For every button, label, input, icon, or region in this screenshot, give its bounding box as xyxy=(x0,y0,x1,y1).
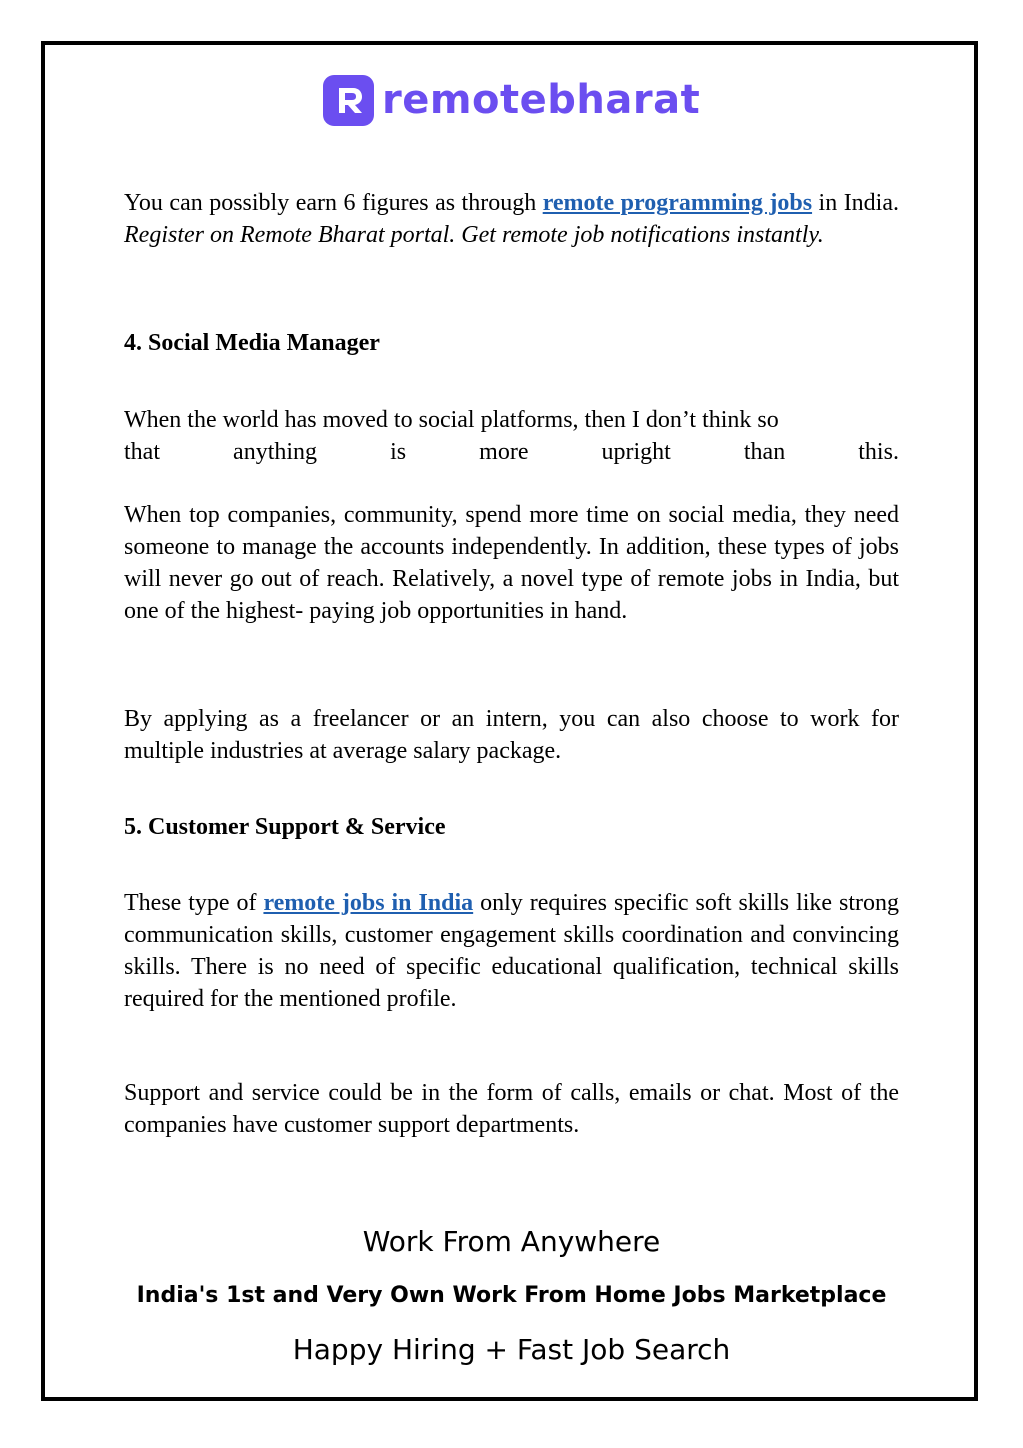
section-4 xyxy=(124,327,899,359)
intro-text-mid: in India. xyxy=(812,190,900,216)
word: anything xyxy=(233,439,318,465)
footer-tagline: Work From Anywhere xyxy=(362,1225,661,1258)
section-4-paragraph-3 xyxy=(124,703,899,767)
brand-logo[interactable] xyxy=(323,74,700,126)
section-4-paragraph-2 xyxy=(124,499,899,627)
word: upright xyxy=(601,439,671,465)
remote-jobs-in-india-link[interactable]: remote jobs in India xyxy=(263,890,474,916)
word: than xyxy=(743,439,786,465)
brand-name: remotebharat xyxy=(382,77,701,123)
section-5-p2: Support and service could be in the form of calls, emails or chat. Most of the companies have customer support departments. xyxy=(124,1080,899,1138)
intro-italic: Register on Remote Bharat portal. Get remote job notifications instantly. xyxy=(124,222,824,248)
intro-text xyxy=(124,187,899,251)
section-4-p1-line2 xyxy=(124,436,899,468)
section-5 xyxy=(124,811,899,843)
r-logo-icon xyxy=(323,75,374,126)
section-5-paragraph-2 xyxy=(124,1077,899,1141)
section-4-p1-line1: When the world has moved to social platforms, then I don’t think so xyxy=(124,407,779,433)
section-5-p1-before: These type of xyxy=(124,890,264,916)
section-5-p1-after: only requires specific soft skills like strong communication skills, customer engagement skills coordination and convincing skills. There is no need of specific educational qualification, technical skills required for the mentioned profile. xyxy=(124,890,900,1012)
section-5-paragraph-1 xyxy=(124,887,899,1015)
word: more xyxy=(479,439,529,465)
remote-programming-jobs-link[interactable]: remote programming jobs xyxy=(542,190,813,216)
footer-slogan: Happy Hiring + Fast Job Search xyxy=(292,1333,731,1366)
section-4-p3: By applying as a freelancer or an intern, you can also choose to work for multiple industries at average salary package. xyxy=(124,706,899,764)
section-5-heading: 5. Customer Support & Service xyxy=(124,814,446,840)
footer-subtitle: India's 1st and Very Own Work From Home Jobs Marketplace xyxy=(136,1283,887,1308)
section-4-p2: When top companies, community, spend more time on social media, they need someone to manage the accounts independently. In addition, these types of jobs will never go out of reach. Relatively, a novel type of remote jobs in India, but one of the highest- paying job opportunities in hand. xyxy=(124,502,899,624)
section-4-paragraph-1 xyxy=(124,404,899,468)
word: this. xyxy=(858,439,899,465)
word: is xyxy=(390,439,407,465)
intro-paragraph xyxy=(124,187,899,251)
section-4-heading: 4. Social Media Manager xyxy=(124,330,380,356)
word: that xyxy=(124,439,160,465)
intro-text-before: You can possibly earn 6 figures as through xyxy=(124,190,543,216)
section-5-p1 xyxy=(124,887,899,1015)
